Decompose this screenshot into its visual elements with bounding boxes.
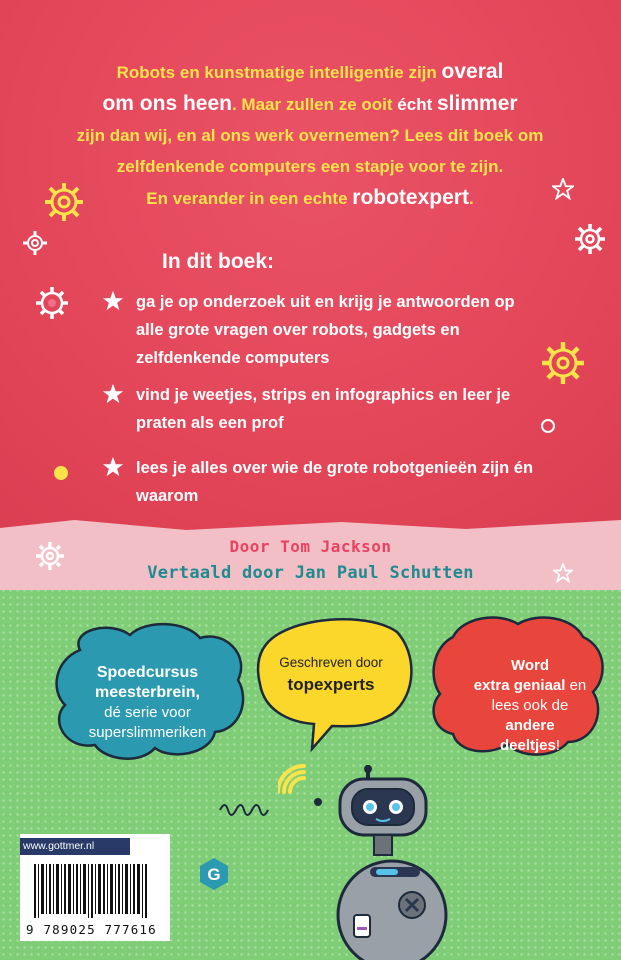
intro-paragraph: Robots en kunstmatige intelligentie zijn overal om ons heen. Maar zullen ze ooit écht slimmer zijn dan wij, en al ons werk overnemen? Lees dit boek om zelfdenkende computers een stapje voor te zijn. En verander in een echte robotexpert. [60,56,560,214]
dot-icon [53,465,69,481]
intro-emphasis: om ons heen [102,92,232,115]
gear-icon [540,340,586,386]
robot-illustration [330,765,460,960]
gear-icon [22,230,48,256]
gear-icon [34,285,70,321]
bullet-text: lees je alles over wie de grote robotgenieën zijn én waarom [136,459,534,505]
intro-line: zijn dan wij, en al ons werk overnemen? Lees dit boek om [76,126,544,145]
bubble-left-text: Spoedcursus meesterbrein, dé serie voor superslimmeriken [88,664,207,741]
gear-icon [42,180,86,224]
intro-line: . Maar zullen ze ooit [231,95,398,114]
star-icon [102,456,124,478]
bubble-middle-text: Geschreven door topexperts [279,655,383,694]
star-icon [102,383,124,405]
intro-line: Robots en kunstmatige intelligentie zijn [116,63,442,82]
bullet-text: vind je weetjes, strips en infographics en leer je praten als een prof [136,386,511,432]
isbn-number: 9 789025 777616 [26,922,157,937]
dot-icon [540,418,556,434]
translator-credit: Vertaald door Jan Paul Schutten [147,563,474,583]
publisher-url[interactable]: www.gottmer.nl [20,838,130,855]
intro-line: En verander in een echte [146,189,353,208]
section-heading: In dit boek: [162,250,274,273]
intro-emphasis: écht [397,95,433,114]
intro-line: zelfdenkende computers een stapje voor te zijn. [116,157,504,176]
publisher-logo [197,857,231,891]
author-credit: Door Tom Jackson [229,537,392,556]
bubble-right-text: Word extra geniaal en lees ook de andere deeltjes! [473,657,587,754]
bullet-text: ga je op onderzoek uit en krijg je antwoorden op alle grote vragen over robots, gadgets en zelfdenkende computers [136,293,515,367]
star-icon [102,290,124,312]
intro-emphasis: slimmer [437,92,518,115]
intro-emphasis: robotexpert [352,186,469,209]
squiggle-icon [218,800,274,820]
intro-emphasis: overal [441,60,504,83]
logo-letter: G [207,865,221,884]
gear-icon [573,222,607,256]
star-icon [552,178,574,200]
